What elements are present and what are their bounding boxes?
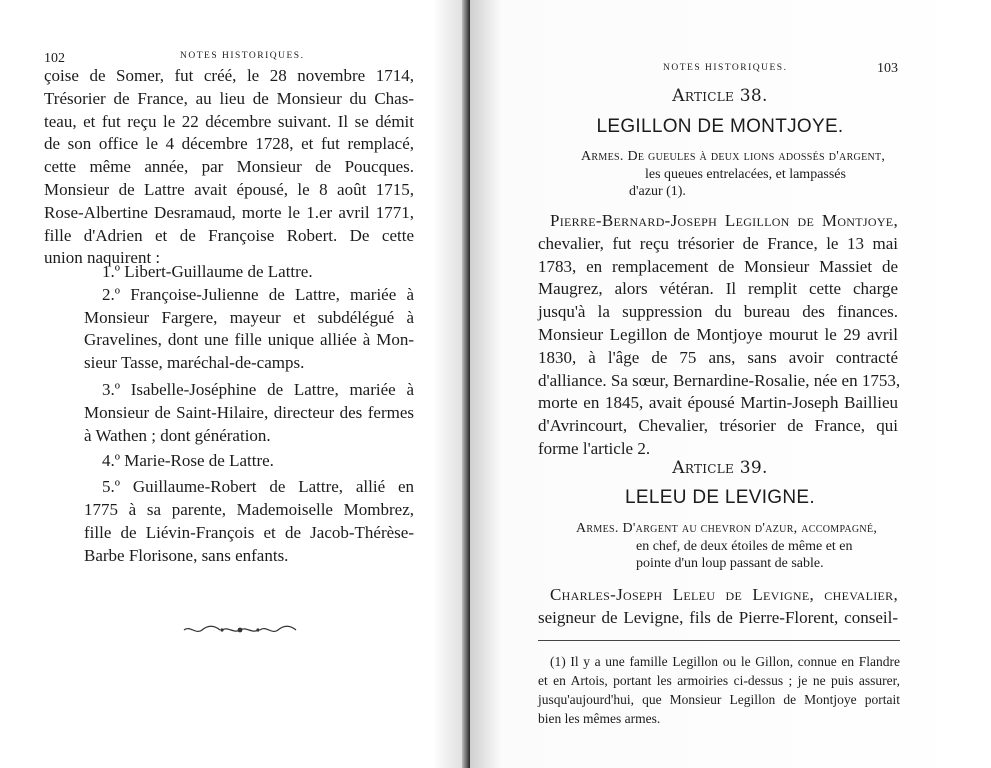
text-line: 3.º Isabelle-Joséphine de Lattre, mariée à — [102, 379, 414, 399]
footnote — [538, 652, 900, 728]
text-line: Monsieur Legillon de Montjoye mourut le 29 avril — [538, 324, 898, 344]
text-line: de son office le 4 décembre 1728, et fut remplacé, — [44, 134, 414, 154]
footnote-rule — [538, 640, 900, 641]
article-38-body — [538, 210, 901, 461]
text-line: Barbe Florisone, sans enfants. — [84, 545, 289, 565]
article-39-body — [538, 584, 898, 630]
text-line: jusqu'à la suppression du bureau des finances. — [538, 302, 898, 322]
text-line: cette même année, par Monsieur de Poucques. — [44, 157, 414, 177]
ornament-divider-icon — [182, 623, 298, 637]
text-line: Trésorier de France, au lieu de Monsieur du Chas- — [44, 88, 414, 108]
text-line: union naquirent : — [44, 248, 161, 268]
text-line: teau, et fut reçu le 22 décembre suivant. Il se démit — [44, 111, 414, 131]
article-39-heading: Article 39. — [672, 458, 768, 478]
left-page-number: 102 — [44, 51, 65, 66]
text-line: morte en 1845, avait épousé Martin-Joseph Baillieu — [538, 393, 898, 413]
text-line: 1775 à sa parente, Mademoiselle Mombrez, — [84, 499, 414, 519]
text-line: Charles-Joseph Leleu de Levigne, chevalier, — [550, 585, 898, 604]
list-item — [84, 476, 414, 567]
text-line: Rose-Albertine Desramaud, morte le 1.er avril 1771, — [44, 202, 414, 222]
text-line: 1783, en remplacement de Monsieur Massiet de — [538, 256, 898, 276]
text-line: Pierre-Bernard-Joseph Legillon de Montjoye, — [550, 211, 898, 230]
right-page-number: 103 — [877, 61, 898, 76]
text-line: 5.º Guillaume-Robert de Lattre, allié en — [102, 477, 414, 497]
text-line: seigneur de Levigne, fils de Pierre-Florent, conseil- — [538, 607, 898, 627]
list-item — [84, 450, 414, 473]
text-line: et en Artois, portant les armoiries ci-dessus ; je ne puis assurer, — [538, 673, 900, 688]
text-line: d'azur (1). — [629, 184, 686, 199]
children-list — [84, 261, 414, 567]
text-line — [538, 584, 898, 607]
article-38-heading: Article 38. — [672, 86, 768, 106]
text-line: chevalier, fut reçu trésorier de France, le 13 mai — [538, 233, 898, 253]
text-line: 4.º Marie-Rose de Lattre. — [102, 451, 274, 471]
text-line: (1) Il y a une famille Legillon ou le Gillon, connue en Flandre — [550, 654, 900, 669]
text-line: d'alliance. Sa sœur, Bernardine-Rosalie, née en 1753, — [538, 370, 901, 390]
left-running-head: NOTES HISTORIQUES. — [180, 51, 305, 61]
left-body — [44, 65, 414, 270]
text-line: Armes. D'argent au chevron d'azur, accompagné, — [576, 521, 878, 536]
text-line: pointe d'un loup passant de sable. — [636, 556, 824, 571]
text-line: en chef, de deux étoiles de même et en — [636, 538, 853, 554]
text-line: Maugrez, alors vétéran. Il remplit cette charge — [538, 279, 898, 299]
list-item — [84, 284, 414, 375]
text-line: Gravelines, dont une fille unique alliée à Mon- — [84, 330, 414, 350]
text-line: çoise de Somer, fut créé, le 28 novembre 1714, — [44, 66, 414, 85]
text-line: à Wathen ; dont génération. — [84, 425, 271, 445]
text-line — [576, 520, 877, 538]
text-line: fille d'Adrien et de Françoise Robert. De cette — [44, 225, 414, 245]
article-38-title: LEGILLON DE MONTJOYE. — [596, 116, 844, 137]
text-line: 1830, à l'âge de 75 ans, sans avoir contracté — [538, 347, 898, 367]
text-line: fille de Liévin-François et de Jacob-Thérèse- — [84, 522, 414, 542]
text-line: sieur Tasse, maréchal-de-camps. — [84, 353, 305, 373]
text-line: d'Avrincourt, Chevalier, trésorier de France, qui — [538, 416, 898, 436]
article-38-arms — [581, 148, 885, 201]
text-line: bien les mêmes armes. — [538, 711, 661, 726]
text-line: Monsieur de Saint-Hilaire, directeur des fermes — [84, 402, 414, 422]
text-line: jusqu'aujourd'hui, que Monsieur Legillon de Montjoye portait — [538, 692, 900, 707]
text-line — [581, 148, 885, 166]
article-39-title: LELEU DE LEVIGNE. — [625, 487, 815, 508]
text-line: Monsieur Fargere, mayeur et subdélégué à — [84, 307, 414, 327]
list-item — [84, 379, 414, 447]
text-line: les queues entrelacées, et lampassés — [645, 166, 846, 182]
text-line: 1.º Libert-Guillaume de Lattre. — [102, 262, 313, 281]
right-page — [470, 0, 991, 768]
article-39-arms — [576, 520, 877, 573]
left-page — [0, 0, 470, 768]
text-line: Monsieur de Lattre avait épousé, le 8 août 1715, — [44, 179, 414, 199]
list-item — [84, 261, 414, 284]
right-running-head: NOTES HISTORIQUES. — [663, 63, 788, 73]
text-line: forme l'article 2. — [538, 438, 651, 458]
text-line: 2.º Françoise-Julienne de Lattre, mariée à — [102, 284, 414, 304]
text-line: Armes. De gueules à deux lions adossés d'argent, — [581, 149, 886, 164]
